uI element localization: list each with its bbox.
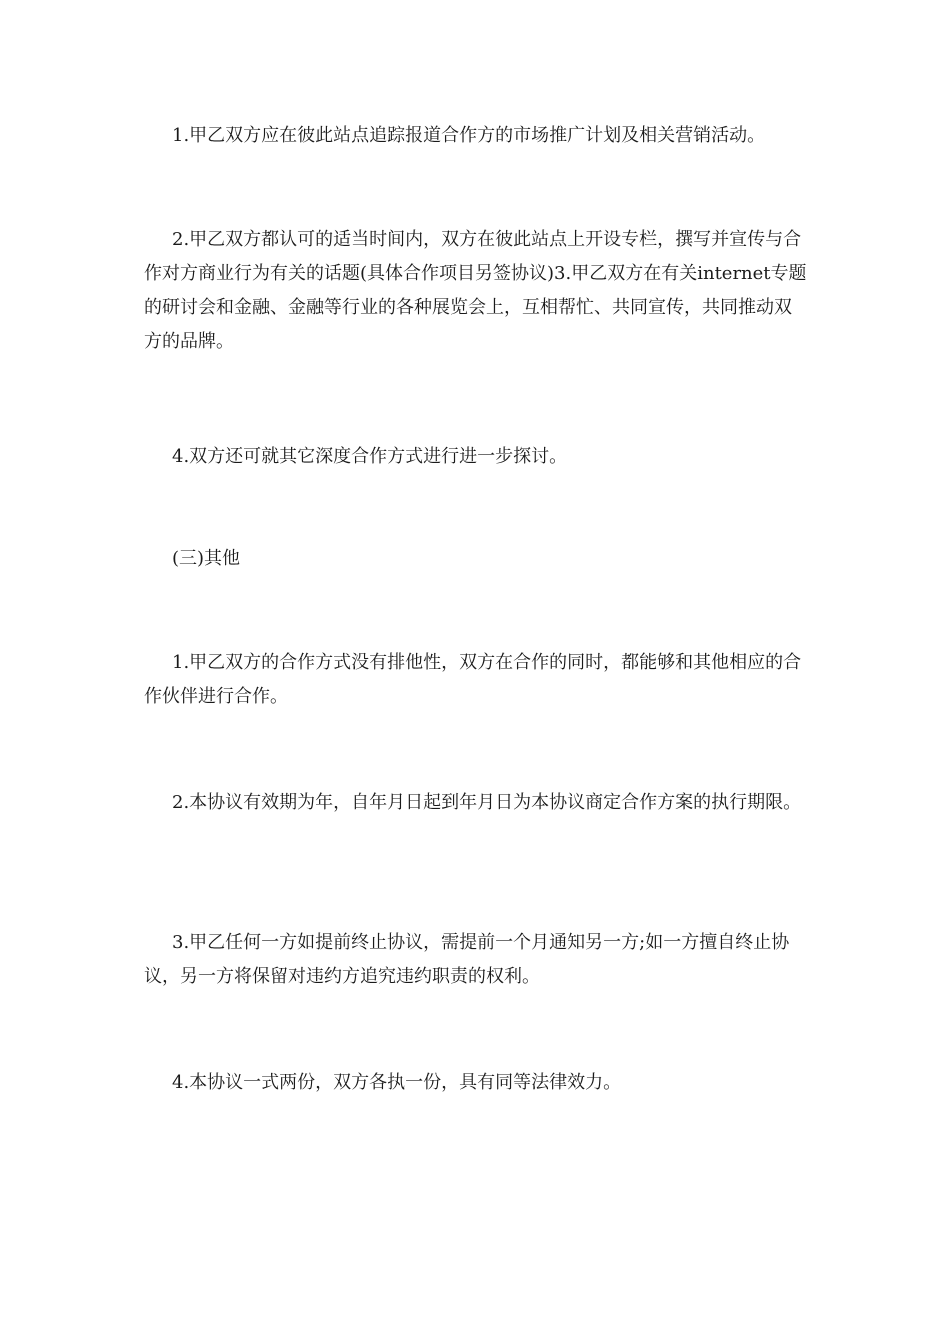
section-heading-other: (三)其他 — [172, 548, 241, 569]
paragraph-2: 2.甲乙双方都认可的适当时间内，双方在彼此站点上开设专栏，撰写并宣传与合作对方商业行为有关的话题(具体合作项目另签协议)3.甲乙双方在有关internet专题的研讨会和金融、金融等行业的各种展览会上，互相帮忙、共同宣传，共同推动双方的品牌。 — [144, 229, 807, 352]
paragraph-3: 4.双方还可就其它深度合作方式进行进一步探讨。 — [172, 446, 568, 467]
paragraph-6: 3.甲乙任何一方如提前终止协议，需提前一个月通知另一方;如一方擅自终止协议，另一方将保留对违约方追究违约职责的权利。 — [144, 932, 790, 987]
paragraph-4: 1.甲乙双方的合作方式没有排他性，双方在合作的同时，都能够和其他相应的合作伙伴进行合作。 — [144, 652, 802, 707]
paragraph-5: 2.本协议有效期为年，自年月日起到年月日为本协议商定合作方案的执行期限。 — [172, 792, 802, 813]
paragraph-1: 1.甲乙双方应在彼此站点追踪报道合作方的市场推广计划及相关营销活动。 — [172, 125, 766, 146]
paragraph-7: 4.本协议一式两份，双方各执一份，具有同等法律效力。 — [172, 1072, 622, 1093]
